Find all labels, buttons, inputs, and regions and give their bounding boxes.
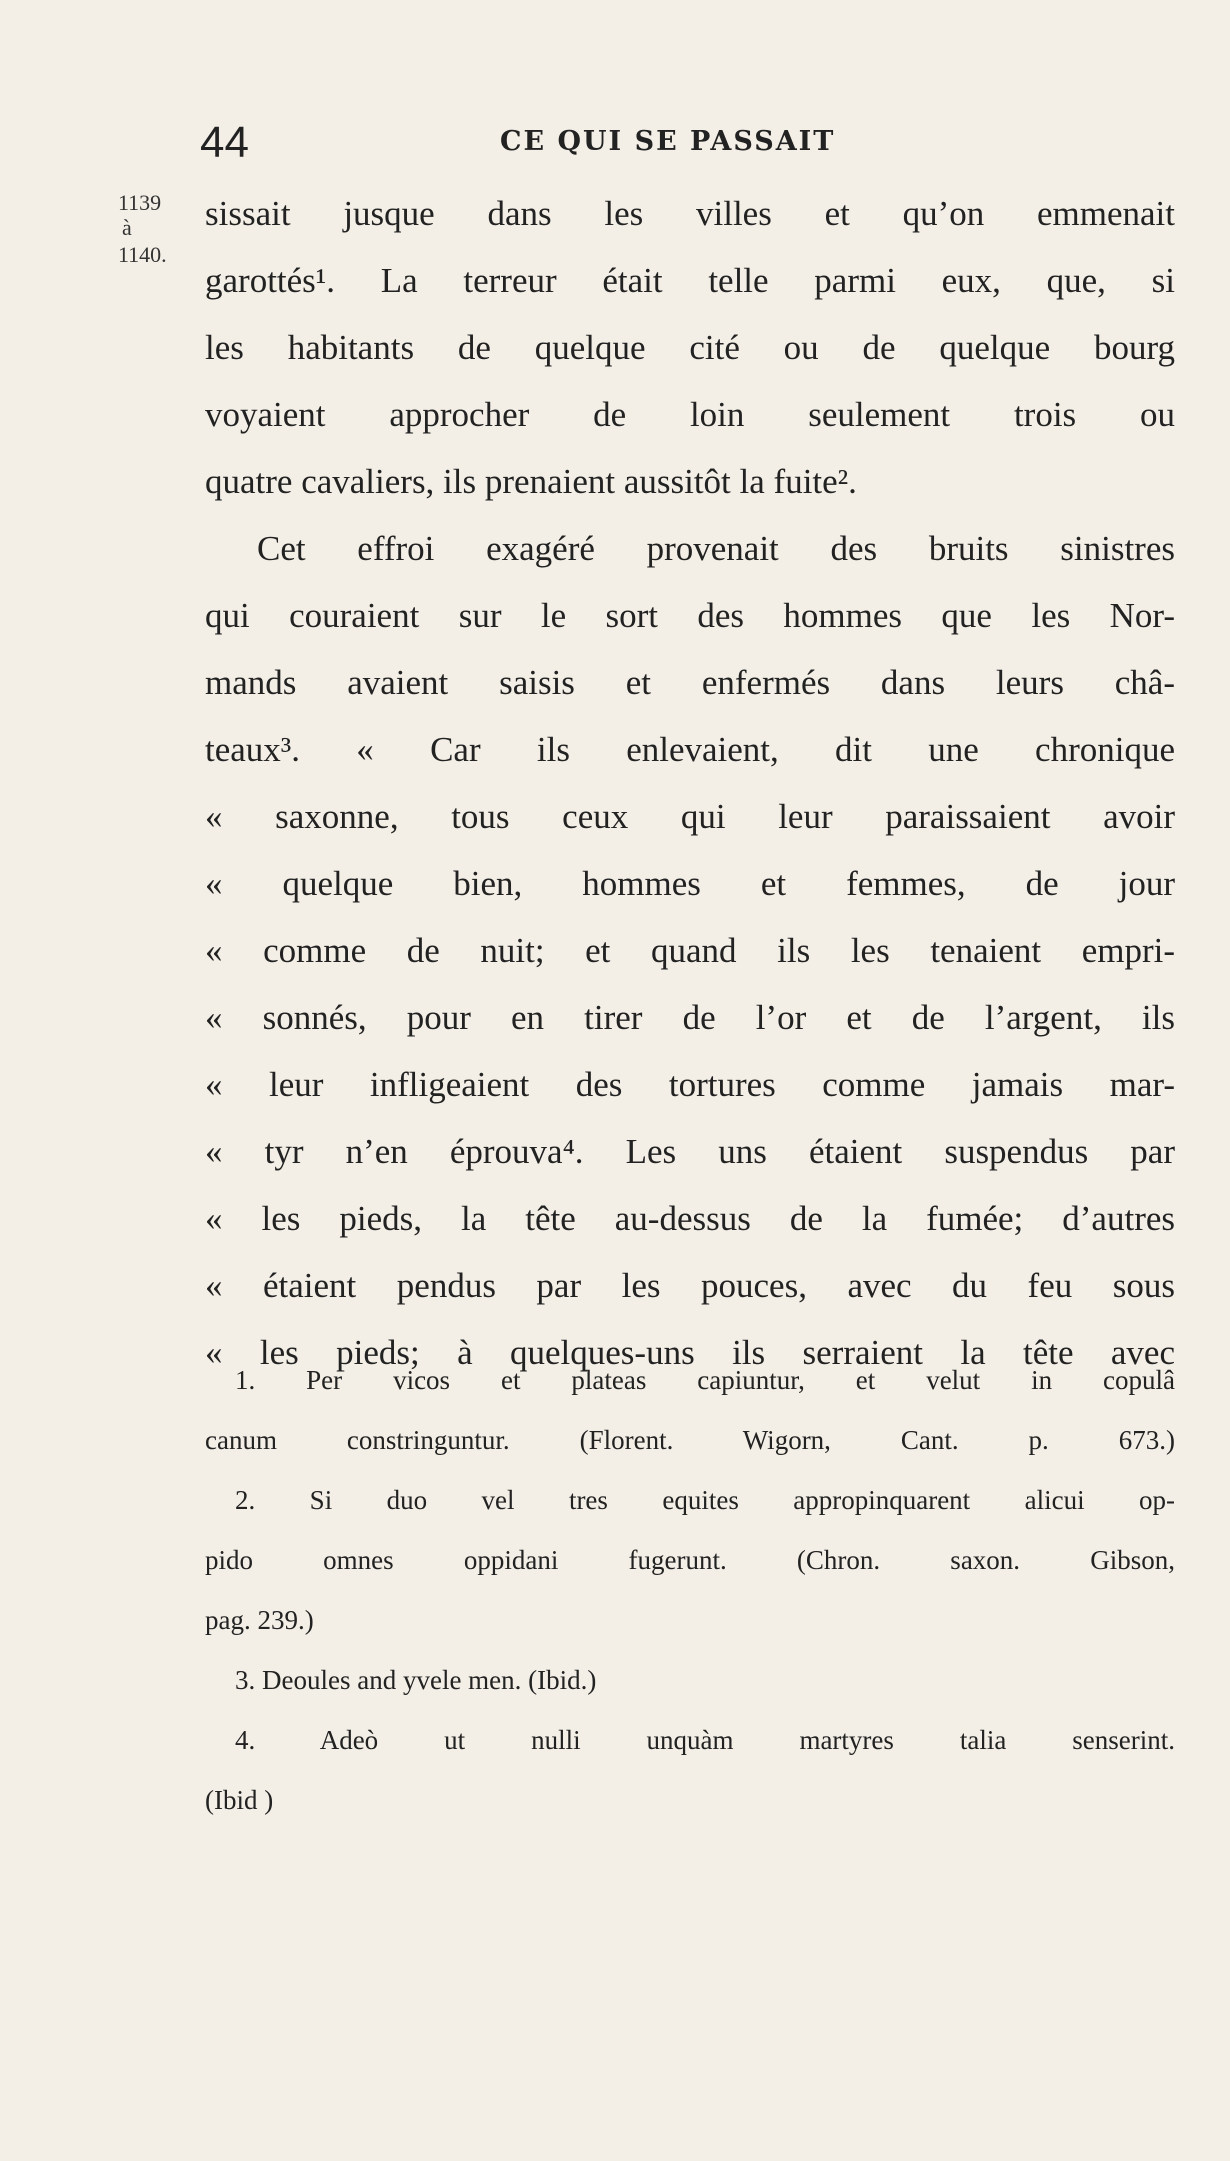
text-line: Cet effroi exagéré provenait des bruits sinistres [257, 529, 1175, 568]
page-header [200, 118, 1180, 168]
text-line: « comme de nuit; et quand ils les tenaient empri- [205, 931, 1175, 970]
footnote-line: pag. 239.) [205, 1605, 314, 1635]
text-line: sissait jusque dans les villes et qu’on emmenait [205, 194, 1175, 233]
margin-year-start: 1139 [118, 190, 162, 215]
text-line: « quelque bien, hommes et femmes, de jour [205, 864, 1175, 903]
text-line: « tyr n’en éprouva⁴. Les uns étaient suspendus par [205, 1132, 1175, 1171]
text-line: garottés¹. La terreur était telle parmi eux, que, si [205, 261, 1175, 300]
text-line: « sonnés, pour en tirer de l’or et de l’argent, ils [205, 998, 1175, 1037]
footnote-line: pido omnes oppidani fugerunt. (Chron. saxon. Gibson, [205, 1545, 1175, 1575]
footnote-line: 2. Si duo vel tres equites appropinquarent alicui op- [235, 1485, 1175, 1515]
text-line: « saxonne, tous ceux qui leur paraissaient avoir [205, 797, 1175, 836]
text-line: teaux³. « Car ils enlevaient, dit une chronique [205, 730, 1175, 769]
text-line: voyaient approcher de loin seulement trois ou [205, 395, 1175, 434]
text-line: mands avaient saisis et enfermés dans leurs châ- [205, 663, 1175, 702]
footnotes [205, 1350, 1175, 1830]
text-line: « les pieds, la tête au-dessus de la fumée; d’autres [205, 1199, 1175, 1238]
text-line: « étaient pendus par les pouces, avec du feu sous [205, 1266, 1175, 1305]
footnote-line: canum constringuntur. (Florent. Wigorn, Cant. p. 673.) [205, 1425, 1175, 1455]
footnote-line: (Ibid ) [205, 1785, 274, 1815]
margin-connector: à [122, 215, 132, 240]
page-number: 44 [200, 118, 249, 167]
footnote-line: 1. Per vicos et plateas capiuntur, et velut in copulâ [235, 1365, 1175, 1395]
running-head: CE QUI SE PASSAIT [500, 126, 836, 157]
text-line: qui couraient sur le sort des hommes que les Nor- [205, 596, 1175, 635]
text-line: les habitants de quelque cité ou de quelque bourg [205, 328, 1175, 367]
text-line: « leur infligeaient des tortures comme jamais mar- [205, 1065, 1175, 1104]
text-line: « les pieds; à quelques-uns ils serraient la tête avec [205, 1333, 1175, 1372]
footnote-line: 4. Adeò ut nulli unquàm martyres talia senserint. [235, 1725, 1175, 1755]
body-text [205, 180, 1175, 1386]
margin-year-end: 1140. [118, 242, 167, 267]
text-line: quatre cavaliers, ils prenaient aussitôt la fuite². [205, 462, 857, 501]
footnote-line: 3. Deoules and yvele men. (Ibid.) [235, 1665, 597, 1695]
